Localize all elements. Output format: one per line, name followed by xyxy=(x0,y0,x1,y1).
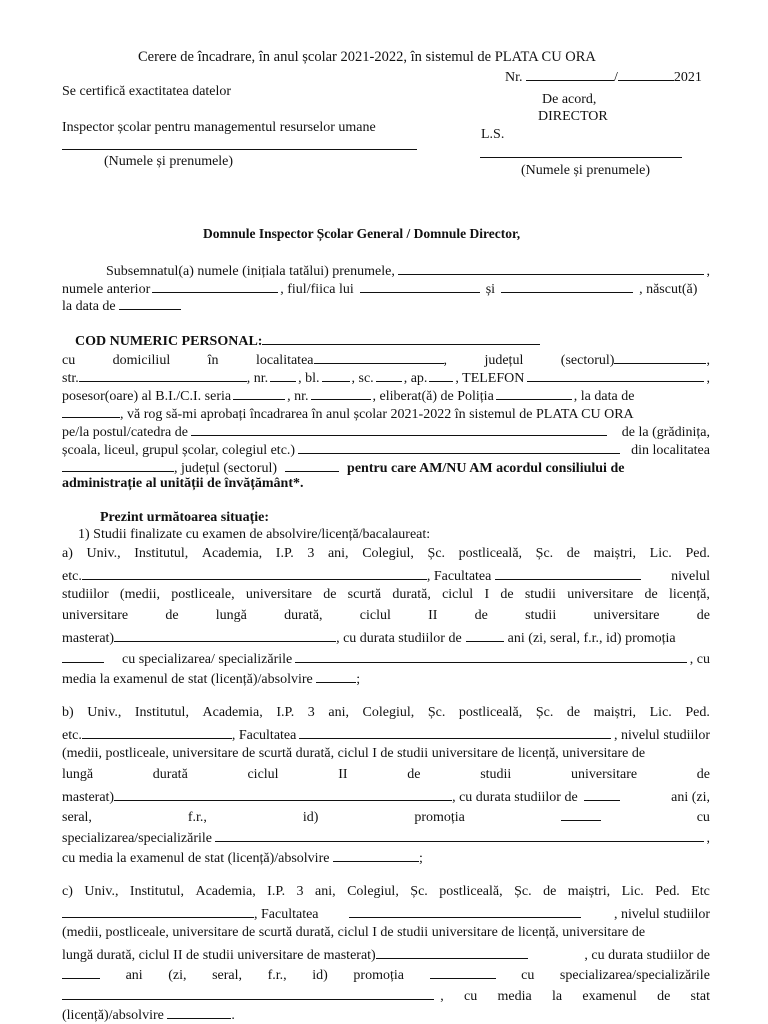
word: la xyxy=(552,989,563,1004)
word: Șc. xyxy=(514,884,532,899)
id-number-label: , nr. xyxy=(287,389,309,404)
word: postliceale, xyxy=(171,587,235,602)
word: de xyxy=(696,608,710,623)
b-institution-field[interactable] xyxy=(82,726,232,739)
a-institution-field[interactable] xyxy=(82,567,427,580)
word: Univ., xyxy=(86,546,121,561)
sector-label: (sectorul) xyxy=(560,353,615,368)
section-c-duration-line xyxy=(62,946,710,963)
word: de xyxy=(657,989,671,1004)
salutation: Domnule Inspector Școlar General / Domnule Director, xyxy=(203,226,521,241)
word: de xyxy=(543,884,557,899)
word: media xyxy=(497,989,532,1004)
apartment-field[interactable] xyxy=(429,369,453,382)
word: maiștri, xyxy=(593,546,637,561)
word: Etc xyxy=(691,884,710,899)
county-label: județul xyxy=(484,353,524,368)
period: . xyxy=(231,1008,235,1023)
word: de xyxy=(696,767,710,782)
word: de xyxy=(500,587,514,602)
street-label: str. xyxy=(62,371,79,386)
staircase-label: , sc. xyxy=(351,371,374,386)
word: de xyxy=(323,587,337,602)
word: promoția xyxy=(414,810,465,825)
section-b-level-1: (medii, postliceale, universitare de scurtă durată, ciclul I de studii universitare de licență, universitare de xyxy=(62,746,646,761)
c-duration-field[interactable] xyxy=(62,966,100,979)
block-field[interactable] xyxy=(322,369,350,382)
exam-grade-label: media la examenul de stat (licență)/absolvire xyxy=(62,672,313,687)
section-b-level-2 xyxy=(62,768,710,782)
word: Institutul, xyxy=(129,884,184,899)
word: I.P. xyxy=(267,884,286,899)
word: cu xyxy=(696,810,710,825)
word: ani xyxy=(125,968,143,983)
director-text: DIRECTOR xyxy=(538,109,608,124)
faculty-label: , Facultatea xyxy=(231,728,297,743)
section-c-institutions xyxy=(62,885,710,899)
duration-label: , cu durata studiilor de xyxy=(336,631,462,646)
birth-date-label: la data de xyxy=(62,299,116,314)
issued-by-label: , eliberat(ă) de Poliția xyxy=(372,389,494,404)
word: postliceală, xyxy=(439,884,503,899)
word: studiilor xyxy=(62,587,109,602)
consent-text: pentru care AM/NU AM acordul consiliului de xyxy=(347,461,625,476)
section-c-faculty-line xyxy=(62,905,710,922)
word: maiștri, xyxy=(593,705,637,720)
inspector-signature-line[interactable] xyxy=(62,149,417,150)
c-institution-field[interactable] xyxy=(62,905,254,918)
etc-label: etc. xyxy=(62,569,82,584)
word: seral, xyxy=(62,810,92,825)
word: universitare xyxy=(62,608,129,623)
word: Ped. xyxy=(685,705,710,720)
word: de xyxy=(566,705,581,720)
word: Șc. xyxy=(410,884,428,899)
id-number-field[interactable] xyxy=(311,387,371,400)
position-field[interactable] xyxy=(191,423,607,436)
word: Colegiul, xyxy=(362,705,415,720)
street-field[interactable] xyxy=(79,369,247,382)
section-a-institutions xyxy=(62,547,710,561)
word: universitare xyxy=(245,587,312,602)
number-label: , nr. xyxy=(246,371,269,386)
word: id) xyxy=(302,810,319,825)
inspector-text: Inspector școlar pentru managementul resurselor umane xyxy=(62,120,376,135)
section-a-faculty-line xyxy=(62,567,710,584)
word: I.P. xyxy=(275,546,294,561)
exam-grade-label: cu media la examenul de stat (licență)/absolvire xyxy=(62,851,330,866)
c-faculty-field[interactable] xyxy=(349,905,581,918)
c-level-field[interactable] xyxy=(376,946,528,959)
word: de xyxy=(165,608,179,623)
section-a-level-1 xyxy=(62,588,710,602)
word: Lic. xyxy=(649,705,672,720)
word: I xyxy=(484,587,490,602)
section-a-grade-line xyxy=(62,670,710,687)
word: postliceală, xyxy=(458,546,523,561)
section-b-promotion-line xyxy=(62,808,710,825)
locality-label: localitatea xyxy=(255,353,314,368)
a-duration-field[interactable] xyxy=(466,629,504,642)
word: cu xyxy=(464,989,478,1004)
apartment-label: , ap. xyxy=(403,371,428,386)
institution-locality-label: din localitatea xyxy=(631,443,710,458)
word: în xyxy=(207,353,219,368)
word: Academia, xyxy=(202,705,263,720)
county-sector-field[interactable] xyxy=(285,459,339,472)
word: a) xyxy=(62,546,73,561)
word: de xyxy=(566,546,581,561)
applicant-name-line: Subsemnatul(a) numele (inițiala tatălui) prenumele, , xyxy=(106,264,710,279)
word: Ped. xyxy=(655,884,680,899)
word: II xyxy=(338,767,348,782)
section-b-duration-line xyxy=(62,788,710,805)
approval-request-line xyxy=(62,405,710,422)
word: ciclul xyxy=(359,608,391,623)
semicolon: ; xyxy=(418,851,423,866)
duration-label: , cu durata studiilor de xyxy=(584,948,710,963)
b-specialization-field[interactable] xyxy=(215,829,703,842)
county-sector-label: , județul (sectorul) xyxy=(174,461,278,476)
director-signature-line[interactable] xyxy=(480,157,682,158)
word: licență, xyxy=(669,587,710,602)
word: de xyxy=(474,608,488,623)
comma: , xyxy=(706,831,710,846)
word: cu xyxy=(521,968,535,983)
word: universitare xyxy=(593,608,660,623)
word: Univ., xyxy=(84,884,119,899)
word: domiciliul xyxy=(112,353,171,368)
a-specialization-field[interactable] xyxy=(295,650,687,663)
with-label: , cu xyxy=(689,652,710,667)
position-label: pe/la postul/catedra de xyxy=(62,425,188,440)
word: (zi, xyxy=(168,968,187,983)
section-c-level-1: (medii, postliceale, universitare de scurtă durată, ciclul I de studii universitare de licență, universitare de xyxy=(62,925,646,940)
section-a-specialization-line xyxy=(62,650,710,667)
number-field[interactable] xyxy=(270,369,296,382)
form-promotion-label: ani (zi, seral, f.r., id) promoția xyxy=(507,631,676,646)
word: Univ., xyxy=(87,705,122,720)
nr-label: Nr. xyxy=(505,70,523,85)
form-title: Cerere de încadrare, în anul școlar 2021-2022, în sistemul de PLATA CU ORA xyxy=(138,49,596,65)
previous-name-label: numele anterior xyxy=(62,282,151,297)
phone-label: , TELEFON xyxy=(455,371,525,386)
applicant-name-field[interactable] xyxy=(398,262,704,275)
block-label: , bl. xyxy=(298,371,320,386)
word: postliceală, xyxy=(458,705,523,720)
word: universitare xyxy=(571,767,638,782)
word: universitare xyxy=(567,587,634,602)
position-line xyxy=(62,423,710,440)
word: II xyxy=(428,608,438,623)
exam-label: (licență)/absolvire xyxy=(62,1008,164,1023)
word: id) xyxy=(312,968,328,983)
institution-line xyxy=(62,441,710,458)
issue-date-label: , la data de xyxy=(573,389,635,404)
section-b-institutions xyxy=(62,706,710,720)
faculty-label: , Facultatea xyxy=(254,907,319,922)
locality-field[interactable] xyxy=(314,351,444,364)
a-faculty-field[interactable] xyxy=(495,567,641,580)
word: (medii, xyxy=(119,587,160,602)
institution-locality-field[interactable] xyxy=(62,459,174,472)
word: Șc. xyxy=(535,705,554,720)
level-text: lungă durată, ciclul II de studii universitare de masterat) xyxy=(62,948,376,963)
word: ani, xyxy=(328,705,349,720)
a-promotion-field[interactable] xyxy=(62,650,104,663)
issue-date-field[interactable] xyxy=(62,405,120,418)
institution-type-label: de la (grădinița, xyxy=(621,425,710,440)
comma: , xyxy=(706,353,710,368)
id-series-field[interactable] xyxy=(233,387,285,400)
comma: , xyxy=(443,353,448,368)
etc-label: etc. xyxy=(62,728,82,743)
b-faculty-field[interactable] xyxy=(299,726,611,739)
level-label: , nivelul studiilor xyxy=(613,728,710,743)
word: Șc. xyxy=(427,546,446,561)
word: f.r., xyxy=(267,968,287,983)
b-promotion-field[interactable] xyxy=(561,808,601,821)
word: 3 xyxy=(307,705,315,720)
nr-field[interactable] xyxy=(526,68,614,81)
institution-field[interactable] xyxy=(298,441,620,454)
section-a-duration-line xyxy=(62,629,710,646)
word: b) xyxy=(62,705,74,720)
section-a-level-2 xyxy=(62,609,710,623)
specialization-label: specializarea/specializările xyxy=(62,831,213,846)
word: Colegiul, xyxy=(362,546,414,561)
registration-number: Nr. / 2021 xyxy=(505,70,702,85)
approval-request-text: , vă rog să-mi aprobați încadrarea în anul școlar 2021-2022 în sistemul de PLATA CU ORA xyxy=(120,407,634,422)
word: f.r., xyxy=(187,810,207,825)
id-card-line xyxy=(62,387,710,404)
duration-label: , cu durata studiilor de xyxy=(452,790,578,805)
consent-text-end: administrație al unității de învățământ*. xyxy=(62,476,304,491)
form-label: ani (zi, xyxy=(671,790,710,805)
father-field[interactable] xyxy=(360,280,480,293)
cnp-field[interactable] xyxy=(262,332,540,345)
word: studii xyxy=(480,767,512,782)
level-label: nivelul xyxy=(671,569,710,584)
inspector-name-caption: (Numele și prenumele) xyxy=(104,154,234,169)
word: ciclul xyxy=(247,767,279,782)
previous-name-field[interactable] xyxy=(152,280,278,293)
institution-label: școala, liceul, grupul școlar, colegiul etc.) xyxy=(62,443,296,458)
word: 3 xyxy=(307,546,315,561)
cnp-label: COD NUMERIC PERSONAL: xyxy=(75,334,263,349)
studies-item-1: 1) Studii finalizate cu examen de absolvire/licență/bacalaureat: xyxy=(78,527,431,542)
word: 3 xyxy=(296,884,304,899)
nr-year: 2021 xyxy=(673,70,702,85)
word: cu xyxy=(62,353,76,368)
masterat-label: masterat) xyxy=(62,790,115,805)
section-c-grade-line xyxy=(62,987,710,1004)
birth-date-field[interactable] xyxy=(119,297,181,310)
word: c) xyxy=(62,884,73,899)
level-label: , nivelul studiilor xyxy=(613,907,710,922)
ls-text: L.S. xyxy=(481,127,505,142)
word: Academia, xyxy=(195,884,256,899)
comma: , xyxy=(706,371,710,386)
county-consent-line xyxy=(62,459,710,476)
section-c-final-line xyxy=(62,1006,710,1023)
address-line xyxy=(62,369,710,386)
applicant-name-label: Subsemnatul(a) numele (inițiala tatălui) prenumele, xyxy=(106,264,395,279)
issued-by-field[interactable] xyxy=(496,387,572,400)
faculty-label: , Facultatea xyxy=(426,569,492,584)
phone-field[interactable] xyxy=(527,369,703,382)
section-b-faculty-line xyxy=(62,726,710,743)
word: durată, xyxy=(392,587,431,602)
a-level-field[interactable] xyxy=(114,629,336,642)
section-c-promotion-line xyxy=(62,966,710,983)
situation-title: Prezint următoarea situație: xyxy=(100,510,269,525)
word: scurtă xyxy=(347,587,382,602)
word: examenul xyxy=(582,989,637,1004)
de-acord-text: De acord, xyxy=(542,92,597,107)
previous-name-line xyxy=(62,280,710,297)
word: durată, xyxy=(284,608,323,623)
word: Șc. xyxy=(535,546,554,561)
b-exam-grade-field[interactable] xyxy=(333,849,419,862)
and-label: și xyxy=(485,282,496,297)
word: Academia, xyxy=(201,546,263,561)
mother-field[interactable] xyxy=(501,280,633,293)
cnp-line xyxy=(75,332,540,349)
c-promotion-field[interactable] xyxy=(430,966,496,979)
born-label: , născut(ă) xyxy=(639,282,698,297)
word: ani, xyxy=(327,546,349,561)
word: lungă xyxy=(215,608,247,623)
word: Ped. xyxy=(685,546,710,561)
word: Șc. xyxy=(427,705,446,720)
b-duration-field[interactable] xyxy=(584,788,620,801)
section-b-specialization-line xyxy=(62,829,710,846)
semicolon: ; xyxy=(356,672,361,687)
nr-date-field[interactable] xyxy=(618,68,674,81)
b-level-field[interactable] xyxy=(114,788,452,801)
c-specialization-field[interactable] xyxy=(62,987,434,1000)
word: Colegiul, xyxy=(347,884,399,899)
word: Institutul, xyxy=(134,546,189,561)
word: ani, xyxy=(315,884,336,899)
sector-field[interactable] xyxy=(614,351,706,364)
section-b-grade-line xyxy=(62,849,710,866)
staircase-field[interactable] xyxy=(376,369,402,382)
word: seral, xyxy=(212,968,243,983)
specialization-label: cu specializarea/ specializările xyxy=(122,652,293,667)
word: promoția xyxy=(353,968,404,983)
word: maiștri, xyxy=(567,884,611,899)
certify-text: Se certifică exactitatea datelor xyxy=(62,84,232,99)
word: stat xyxy=(690,989,710,1004)
id-series-label: posesor(oare) al B.I./C.I. seria xyxy=(62,389,232,404)
word: studii xyxy=(524,587,556,602)
word: Lic. xyxy=(649,546,672,561)
word: de xyxy=(644,587,658,602)
director-name-caption: (Numele și prenumele) xyxy=(521,163,651,178)
word: de xyxy=(407,767,421,782)
word: Lic. xyxy=(621,884,644,899)
birth-date-line xyxy=(62,297,710,314)
parent-label: , fiul/fiica lui xyxy=(280,282,354,297)
specialization-label: specializarea/specializările xyxy=(559,968,710,983)
word: lungă xyxy=(62,767,94,782)
word: I.P. xyxy=(276,705,295,720)
masterat-label: masterat) xyxy=(62,631,115,646)
word: durată xyxy=(152,767,188,782)
a-exam-grade-field[interactable] xyxy=(316,670,356,683)
word: studii xyxy=(525,608,557,623)
word: , xyxy=(440,989,444,1004)
word: Institutul, xyxy=(134,705,189,720)
word: ciclul xyxy=(442,587,474,602)
domicile-line xyxy=(62,351,710,368)
c-exam-grade-field[interactable] xyxy=(167,1006,231,1019)
